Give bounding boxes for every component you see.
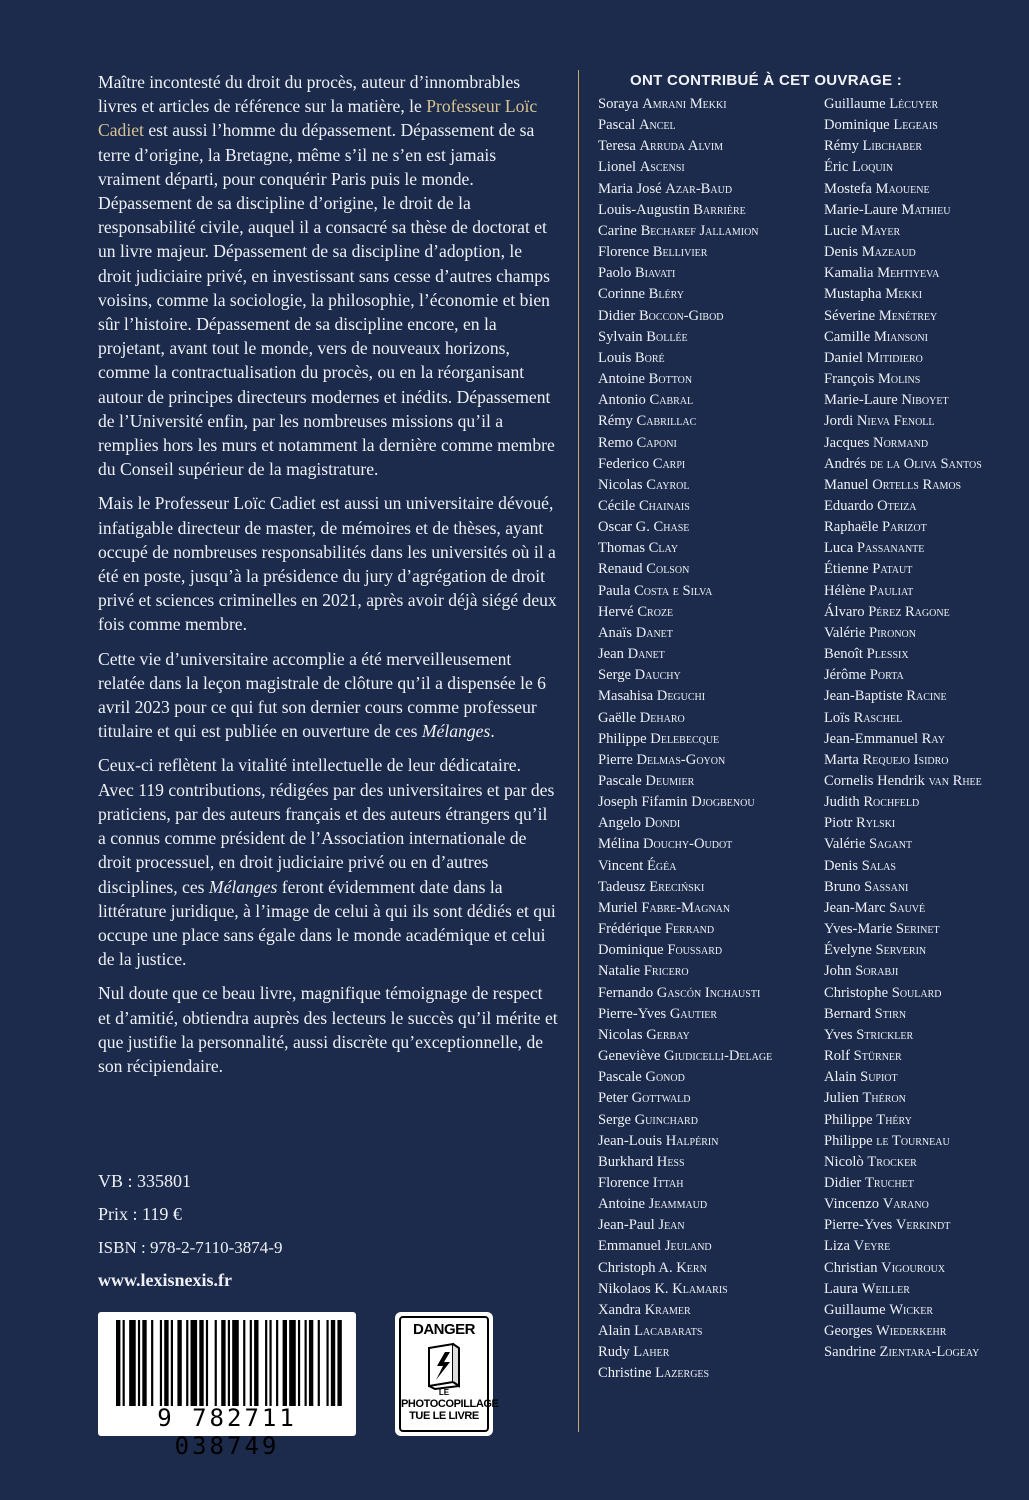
barcode-bar: [269, 1320, 271, 1406]
contributor-name: Nikolaos K. Klamaris: [598, 1280, 728, 1297]
contributor-name: Natalie Fricero: [598, 963, 689, 980]
paragraph-4: Ceux-ci reflètent la vitalité intellectuelle de leur dédicataire. Avec 119 contributions, rédigées par des universitaires et par des praticiens, par des auteurs français et des auteurs étrangers qu’il a connus comme président de l’Association internationale de droit processuel, en droit judiciaire privé ou en d’autres disciplines, ces Mélanges feront évidemment date dans la littérature juridique, à l’image de celui à qui ils sont dédiés et qui occupe une place sans égale dans le monde académique et celui de la justice.: [98, 755, 556, 970]
barcode-bar: [191, 1320, 198, 1406]
contributor-name: Louis-Augustin Barrière: [598, 201, 746, 218]
contributors-column-1: [598, 94, 824, 1385]
contributor-name: Maria José Azar-Baud: [598, 180, 733, 197]
contributor-name: Jean-Paul Jean: [598, 1217, 685, 1234]
contributor-name: Emmanuel Jeuland: [598, 1238, 712, 1255]
contributor-name: Jérôme Porta: [824, 667, 904, 684]
contributor-name: Vincenzo Varano: [824, 1196, 929, 1213]
contributor-name: Judith Rochfeld: [824, 794, 920, 811]
contributor-name: Marie-Laure Mathieu: [824, 201, 951, 218]
contributor-name: Serge Dauchy: [598, 667, 681, 684]
contributor-name: Christoph A. Kern: [598, 1259, 707, 1276]
contributor-name: Louis Boré: [598, 349, 665, 366]
contributor-name: Évelyne Serverin: [824, 942, 927, 959]
contributor-name: Sandrine Zientara-Logeay: [824, 1344, 980, 1361]
contributor-name: Andrés de la Oliva Santos: [824, 455, 982, 472]
contributor-name: Jean-Baptiste Racine: [824, 688, 947, 705]
contributors-columns: [598, 94, 1026, 1385]
contributor-name: Raphaële Parizot: [824, 519, 927, 536]
contributor-name: Benoît Plessix: [824, 646, 909, 663]
danger-title: DANGER: [412, 1321, 475, 1338]
contributor-name: Jean-Emmanuel Ray: [824, 730, 945, 747]
contributor-name: Christophe Soulard: [824, 984, 942, 1001]
contributor-name: Didier Truchet: [824, 1174, 914, 1191]
contributors-title: ONT CONTRIBUÉ À CET OUVRAGE :: [630, 72, 903, 89]
contributor-name: Rudy Laher: [598, 1344, 670, 1361]
website-link[interactable]: www.lexisnexis.fr: [98, 1270, 232, 1290]
contributor-name: Joseph Fifamin Djogbenou: [598, 794, 755, 811]
barcode-bar: [116, 1320, 120, 1406]
contributor-name: Laura Weiller: [824, 1280, 910, 1297]
contributor-name: Masahisa Deguchi: [598, 688, 706, 705]
contributor-name: Jean-Louis Halpérin: [598, 1132, 719, 1149]
contributor-name: Liza Veyre: [824, 1238, 891, 1255]
barcode-bar: [123, 1320, 125, 1406]
contributor-name: Teresa Arruda Alvim: [598, 138, 724, 155]
contributor-name: Hélène Pauliat: [824, 582, 914, 599]
contributor-name: Manuel Ortells Ramos: [824, 476, 962, 493]
contributor-name: Éric Loquin: [824, 159, 894, 176]
barcode-bar: [206, 1320, 208, 1406]
contributor-name: Jean Danet: [598, 646, 665, 663]
contributor-name: Pierre Delmas-Goyon: [598, 751, 726, 768]
contributor-name: Jean-Marc Sauvé: [824, 899, 926, 916]
barcode-bar: [138, 1320, 140, 1406]
contributor-name: Alain Supiot: [824, 1069, 898, 1086]
contributor-name: Yves Strickler: [824, 1026, 914, 1043]
contributor-name: Julien Théron: [824, 1090, 906, 1107]
contributor-name: Nicolas Gerbay: [598, 1026, 690, 1043]
contributor-name: Philippe le Tourneau: [824, 1132, 950, 1149]
contributor-name: Mustapha Mekki: [824, 286, 923, 303]
barcode-bar: [309, 1320, 313, 1406]
contributor-name: Xandra Kramer: [598, 1301, 691, 1318]
barcode-bar: [186, 1320, 188, 1406]
book-meta: [98, 1165, 398, 1297]
barcode-bar: [160, 1320, 162, 1406]
contributor-name: Philippe Delebecque: [598, 730, 720, 747]
contributor-name: Bernard Stirn: [824, 1005, 907, 1022]
contributor-name: Alain Lacabarats: [598, 1323, 703, 1340]
barcode-bar: [228, 1320, 230, 1406]
danger-line-1: PHOTOCOPILLAGE: [401, 1398, 499, 1410]
barcode-bar: [331, 1320, 335, 1406]
contributor-name: Fernando Gascón Inchausti: [598, 984, 761, 1001]
contributor-name: Yves-Marie Serinet: [824, 921, 940, 938]
barcode: [98, 1312, 356, 1460]
contributor-name: Gaëlle Deharo: [598, 709, 685, 726]
contributor-name: Peter Gottwald: [598, 1090, 691, 1107]
book-description: [98, 70, 558, 1088]
paragraph-2: Mais le Professeur Loïc Cadiet est aussi un universitaire dévoué, infatigable directeur de master, de mémoires et de thèses, ayant occupé de nombreuses responsabilités dans les universités où il a été en poste, jusqu’à la présidence du jury d’agrégation de droit privé et sciences criminelles en 2021, après avoir déjà siégé deux fois comme membre.: [98, 493, 557, 635]
contributor-name: Tadeusz Ereciński: [598, 878, 705, 895]
barcode-bar: [254, 1320, 258, 1406]
contributor-name: Dominique Legeais: [824, 117, 938, 134]
contributor-name: Eduardo Oteiza: [824, 497, 917, 514]
barcode-bar: [199, 1320, 203, 1406]
barcode-bar: [265, 1320, 267, 1406]
contributor-name: Jacques Normand: [824, 434, 929, 451]
contributor-name: Denis Salas: [824, 857, 896, 874]
contributor-name: Anaïs Danet: [598, 624, 673, 641]
contributor-name: Étienne Pataut: [824, 561, 913, 578]
contributor-name: Jordi Nieva Fenoll: [824, 413, 935, 430]
contributor-name: Valérie Sagant: [824, 836, 913, 853]
contributor-name: Georges Wiederkehr: [824, 1323, 947, 1340]
barcode-bar: [283, 1320, 287, 1406]
danger-line-2: TUE LE LIVRE: [409, 1410, 479, 1422]
contributor-name: Angelo Dondi: [598, 815, 681, 832]
contributor-name: Rémy Libchaber: [824, 138, 922, 155]
barcode-bar: [337, 1320, 341, 1406]
contributor-name: Soraya Amrani Mekki: [598, 96, 727, 112]
contributor-name: Marie-Laure Niboyet: [824, 392, 949, 409]
contributor-name: Séverine Menétrey: [824, 307, 938, 324]
contributor-name: Pascal Ancel: [598, 117, 676, 134]
barcode-bar: [276, 1320, 278, 1406]
paragraph-1: Maître incontesté du droit du procès, auteur d’innombrables livres et articles de référence sur la matière, le Professeur Loïc Cadiet est aussi l’homme du dépassement. Dépassement de sa terre d’origine, la Bretagne, même s’il ne s’en est jamais vraiment départi, pour conquérir Paris puis le monde. Dépassement de sa discipline d’origine, le droit de la responsabilité civile, auquel il a consacré sa thèse de doctorat et un livre majeur. Dépassement de sa discipline d’adoption, le droit judiciaire privé, en investissant sans cesse d’autres champs voisins, comme la sociologie, la philosophie, l’économie et bien sûr l’histoire. Dépassement de sa discipline encore, en la projetant, avant tout le monde, vers de nouveaux horizons, comme la contractualisation du procès, ou en la réorganisant autour de principes directeurs modernes et inédits. Dépassement de l’Université enfin, par les nombreuses missions qu’il a remplies hors les murs et notamment la dernière comme membre du Conseil supérieur de la magistrature.: [98, 72, 555, 480]
barcode-bar: [164, 1320, 168, 1406]
contributor-name: Renaud Colson: [598, 561, 690, 578]
book-lightning-icon: [423, 1340, 467, 1390]
contributor-name: Pierre-Yves Gautier: [598, 1005, 718, 1022]
contributor-name: Guillaume Lécuyer: [824, 96, 939, 112]
barcode-bar: [250, 1320, 252, 1406]
column-divider: [578, 70, 579, 1432]
contributor-name: Cornelis Hendrik van Rhee: [824, 773, 982, 789]
barcode-bar: [232, 1320, 239, 1406]
isbn: ISBN : 978-2-7110-3874-9: [98, 1238, 283, 1257]
danger-le: LE: [438, 1388, 450, 1397]
barcode-bar: [177, 1320, 181, 1406]
contributor-name: Rémy Cabrillac: [598, 413, 697, 430]
contributor-name: Antoine Jeammaud: [598, 1196, 708, 1213]
barcode-bar: [243, 1320, 245, 1406]
contributor-name: Álvaro Pérez Ragone: [824, 603, 950, 620]
contributor-name: Cécile Chainais: [598, 497, 690, 514]
contributor-name: Hervé Croze: [598, 603, 674, 620]
contributor-name: Bruno Sassani: [824, 878, 909, 895]
contributor-name: Carine Becharef Jallamion: [598, 222, 759, 239]
price: Prix : 119 €: [98, 1204, 182, 1224]
contributor-name: Mélina Douchy-Oudot: [598, 836, 733, 853]
barcode-number: 9 782711 038749: [157, 1404, 297, 1460]
vb-code: VB : 335801: [98, 1171, 192, 1191]
contributors-column-2: [824, 94, 1026, 1385]
contributor-name: Pascale Deumier: [598, 773, 695, 789]
contributor-name: Burkhard Hess: [598, 1153, 685, 1170]
barcode-bar: [142, 1320, 146, 1406]
contributor-name: Philippe Théry: [824, 1111, 912, 1128]
contributor-name: Antoine Botton: [598, 371, 693, 388]
contributor-name: Pascale Gonod: [598, 1069, 685, 1086]
contributors-section: [598, 72, 1026, 1385]
contributor-name: Paula Costa e Silva: [598, 582, 713, 599]
contributor-name: Loïs Raschel: [824, 709, 903, 726]
contributor-name: Luca Passanante: [824, 540, 925, 557]
contributor-name: Rolf Stürner: [824, 1048, 902, 1065]
contributor-name: Nicolò Trocker: [824, 1153, 917, 1170]
contributor-name: Pierre-Yves Verkindt: [824, 1217, 951, 1234]
barcode-bar: [215, 1320, 217, 1406]
contributor-name: Piotr Rylski: [824, 815, 896, 832]
contributor-name: Frédérique Ferrand: [598, 921, 715, 938]
barcode-bars: [116, 1320, 344, 1406]
barcode-bar: [151, 1320, 153, 1406]
contributor-name: Corinne Bléry: [598, 286, 684, 303]
contributor-name: François Molins: [824, 371, 921, 388]
contributor-name: Oscar G. Chase: [598, 519, 690, 536]
contributor-name: Denis Mazeaud: [824, 244, 916, 261]
barcode-bar: [298, 1320, 300, 1406]
contributor-name: Christine Lazerges: [598, 1365, 710, 1382]
contributor-name: Guillaume Wicker: [824, 1301, 934, 1318]
contributor-name: Mostefa Maouene: [824, 180, 930, 197]
contributor-name: Serge Guinchard: [598, 1111, 698, 1128]
barcode-bar: [289, 1320, 296, 1406]
paragraph-3: Cette vie d’universitaire accomplie a été merveilleusement relatée dans la leçon magistrale de clôture qu’il a dispensée le 6 avril 2023 pour ce qui fut son dernier cours comme professeur titulaire et qui est publiée en ouverture de ces Mélanges.: [98, 648, 546, 742]
contributor-name: Geneviève Giudicelli-Delage: [598, 1048, 773, 1065]
contributor-name: Nicolas Cayrol: [598, 476, 690, 493]
author-name-highlight: Professeur Loïc Cadiet: [98, 96, 538, 141]
paragraph-5: Nul doute que ce beau livre, magnifique témoignage de respect et d’amitié, obtiendra auprès des lecteurs le succès qu’il mérite et que justifie la personnalité, aussi discrète qu’exceptionnelle, de son récipiendaire.: [98, 983, 558, 1076]
contributor-name: Kamalia Mehtiyeva: [824, 265, 940, 282]
contributor-name: Thomas Clay: [598, 540, 679, 557]
contributor-name: Florence Bellivier: [598, 244, 708, 261]
barcode-bar: [305, 1320, 307, 1406]
contributor-name: Marta Requejo Isidro: [824, 751, 949, 768]
barcode-bar: [326, 1320, 328, 1406]
contributor-name: Sylvain Bollée: [598, 328, 688, 345]
contributor-name: Remo Caponi: [598, 434, 677, 451]
contributor-name: Christian Vigouroux: [824, 1259, 946, 1276]
barcode-bar: [318, 1320, 320, 1406]
contributor-name: Daniel Mitidiero: [824, 349, 923, 366]
contributor-name: Didier Boccon-Gibod: [598, 307, 724, 324]
contributor-name: Federico Carpi: [598, 455, 686, 472]
barcode-bar: [129, 1320, 136, 1406]
contributor-name: Camille Miansoni: [824, 328, 928, 345]
barcode-bar: [171, 1320, 173, 1406]
contributor-name: Paolo Biavati: [598, 265, 676, 282]
contributor-name: Antonio Cabral: [598, 392, 694, 409]
contributor-name: Vincent Égéa: [598, 857, 677, 874]
contributor-name: Dominique Foussard: [598, 942, 723, 959]
contributor-name: Florence Ittah: [598, 1174, 684, 1191]
contributor-name: Muriel Fabre-Magnan: [598, 899, 731, 916]
contributor-name: Lucie Mayer: [824, 222, 901, 239]
barcode-bar: [221, 1320, 225, 1406]
contributor-name: John Sorabji: [824, 963, 899, 980]
contributor-name: Lionel Ascensi: [598, 159, 685, 176]
contributor-name: Valérie Pironon: [824, 624, 916, 641]
danger-photocopillage-logo: [395, 1312, 499, 1436]
